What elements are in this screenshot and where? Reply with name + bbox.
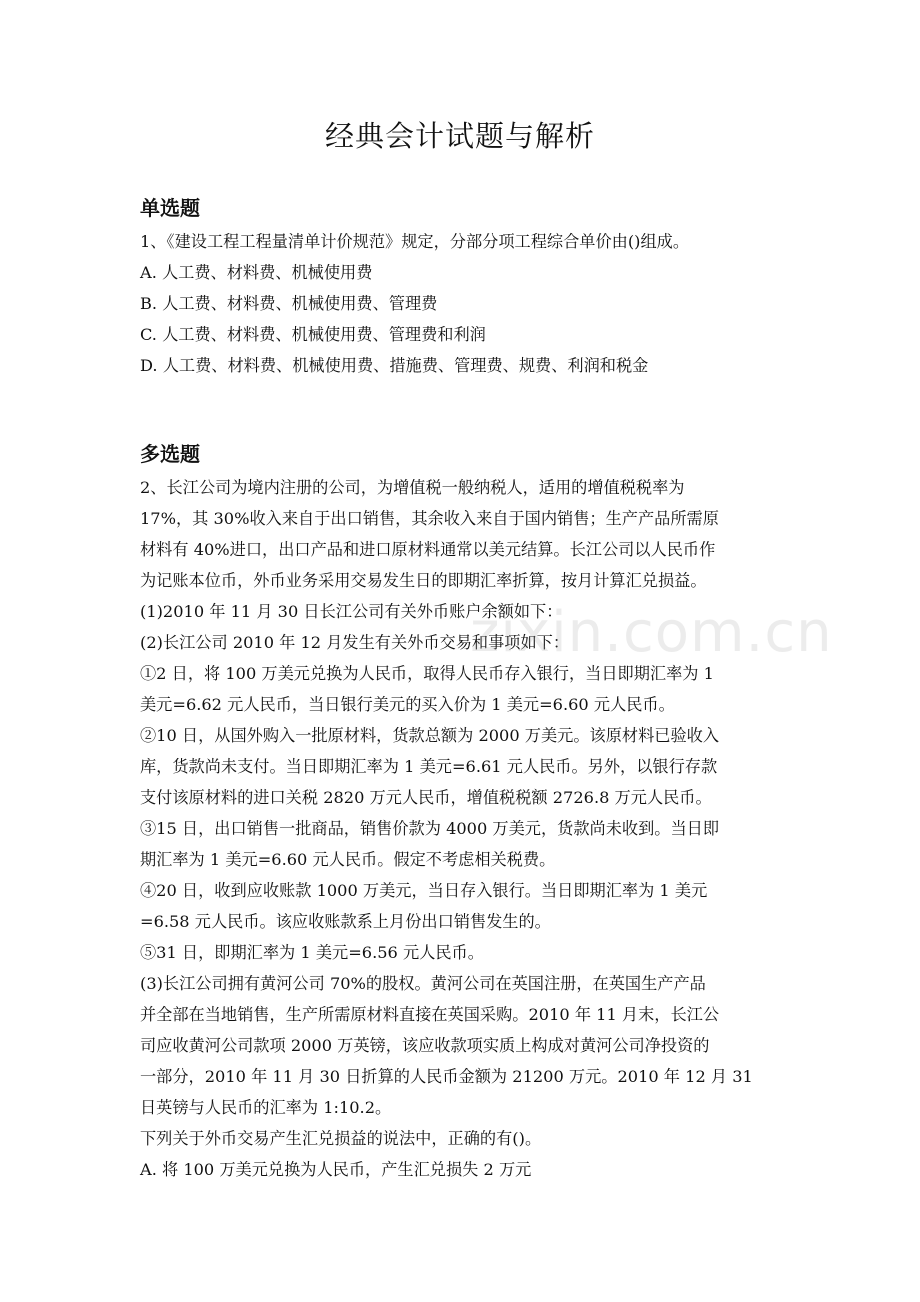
question-1-option-a: A. 人工费、材料费、机械使用费 — [140, 263, 373, 282]
text-line: 并全部在当地销售，生产所需原材料直接在英国采购。2010 年 11 月末，长江公 — [140, 1005, 720, 1024]
text-line: 司应收黄河公司款项 2000 万英镑，该应收款项实质上构成对黄河公司净投资的 — [140, 1036, 710, 1055]
watermark: zixin.com.cn — [470, 600, 833, 665]
text-line: ④20 日，收到应收账款 1000 万美元，当日存入银行。当日即期汇率为 1 美元 — [140, 881, 708, 900]
text-line: 库，货款尚未支付。当日即期汇率为 1 美元=6.61 元人民币。另外，以银行存款 — [140, 757, 718, 776]
multiple-choice-question-block — [140, 472, 780, 1185]
text-line: 材料有 40%进口，出口产品和进口原材料通常以美元结算。长江公司以人民币作 — [140, 540, 716, 559]
page-title: 经典会计试题与解析 — [324, 119, 595, 153]
text-line: 一部分，2010 年 11 月 30 日折算的人民币金额为 21200 万元。2010 年 12 月 31 — [140, 1067, 753, 1086]
text-line: (2)长江公司 2010 年 12 月发生有关外币交易和事项如下： — [140, 633, 570, 652]
text-line: ⑤31 日，即期汇率为 1 美元=6.56 元人民币。 — [140, 943, 484, 962]
text-line: (1)2010 年 11 月 30 日长江公司有关外币账户余额如下： — [140, 602, 563, 621]
single-choice-question-block — [140, 226, 780, 381]
text-line: 17%，其 30%收入来自于出口销售，其余收入来自于国内销售；生产产品所需原 — [140, 509, 719, 528]
text-line: 支付该原材料的进口关税 2820 万元人民币，增值税税额 2726.8 万元人民币。 — [140, 788, 712, 807]
text-line: 日英镑与人民币的汇率为 1:10.2。 — [140, 1098, 392, 1117]
question-2-option-a: A. 将 100 万美元兑换为人民币，产生汇兑损失 2 万元 — [140, 1160, 532, 1179]
question-2-prompt: 下列关于外币交易产生汇兑损益的说法中，正确的有()。 — [140, 1129, 542, 1148]
question-1-stem: 1、《建设工程工程量清单计价规范》规定，分部分项工程综合单价由()组成。 — [140, 232, 690, 251]
section-heading-multiple-choice: 多选题 — [140, 442, 200, 466]
text-line: 为记账本位币，外币业务采用交易发生日的即期汇率折算，按月计算汇兑损益。 — [140, 571, 707, 590]
text-line: 美元=6.62 元人民币，当日银行美元的买入价为 1 美元=6.60 元人民币。 — [140, 695, 675, 714]
text-line: 期汇率为 1 美元=6.60 元人民币。假定不考虑相关税费。 — [140, 850, 556, 869]
text-line: ②10 日，从国外购入一批原材料，货款总额为 2000 万美元。该原材料已验收入 — [140, 726, 720, 745]
text-line: ①2 日，将 100 万美元兑换为人民币，取得人民币存入银行，当日即期汇率为 1 — [140, 664, 714, 683]
question-1-option-c: C. 人工费、材料费、机械使用费、管理费和利润 — [140, 325, 486, 344]
text-line: (3)长江公司拥有黄河公司 70%的股权。黄河公司在英国注册，在英国生产产品 — [140, 974, 706, 993]
text-line: =6.58 元人民币。该应收账款系上月份出口销售发生的。 — [140, 912, 551, 931]
question-1-option-b: B. 人工费、材料费、机械使用费、管理费 — [140, 294, 438, 313]
text-line: 2、长江公司为境内注册的公司，为增值税一般纳税人，适用的增值税税率为 — [140, 478, 685, 497]
section-heading-single-choice: 单选题 — [140, 196, 200, 220]
question-1-option-d: D. 人工费、材料费、机械使用费、措施费、管理费、规费、利润和税金 — [140, 356, 649, 375]
text-line: ③15 日，出口销售一批商品，销售价款为 4000 万美元，货款尚未收到。当日即 — [140, 819, 720, 838]
